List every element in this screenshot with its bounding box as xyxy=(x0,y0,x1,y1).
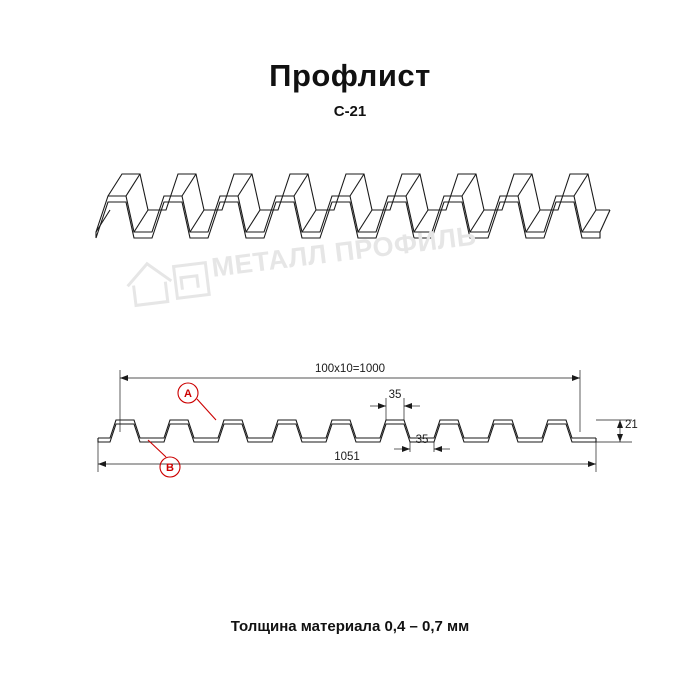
rib-top-label: 35 xyxy=(388,389,402,401)
thickness-note: Толщина материала 0,4 – 0,7 мм xyxy=(230,618,470,635)
watermark-text: МЕТАЛЛ ПРОФИЛЬ xyxy=(210,220,479,283)
height-label: 21 xyxy=(625,419,638,431)
perspective-sheet-svg xyxy=(88,150,618,280)
rib-top-dimension xyxy=(370,398,420,420)
model-subtitle: С-21 xyxy=(333,103,367,120)
callout-a-label: A xyxy=(184,388,192,400)
page-title: Профлист xyxy=(269,58,431,93)
callout-b xyxy=(148,440,180,477)
rib-bottom-label: 35 xyxy=(415,434,429,446)
technical-drawing xyxy=(80,350,640,500)
total-width-label: 1051 xyxy=(334,451,360,463)
callout-a xyxy=(178,383,216,420)
pitch-label: 100x10=1000 xyxy=(314,363,386,375)
callout-b-label: B xyxy=(166,462,174,474)
profile-cross-section xyxy=(98,420,596,442)
technical-drawing-svg xyxy=(80,350,640,500)
perspective-sheet-illustration xyxy=(88,150,618,280)
